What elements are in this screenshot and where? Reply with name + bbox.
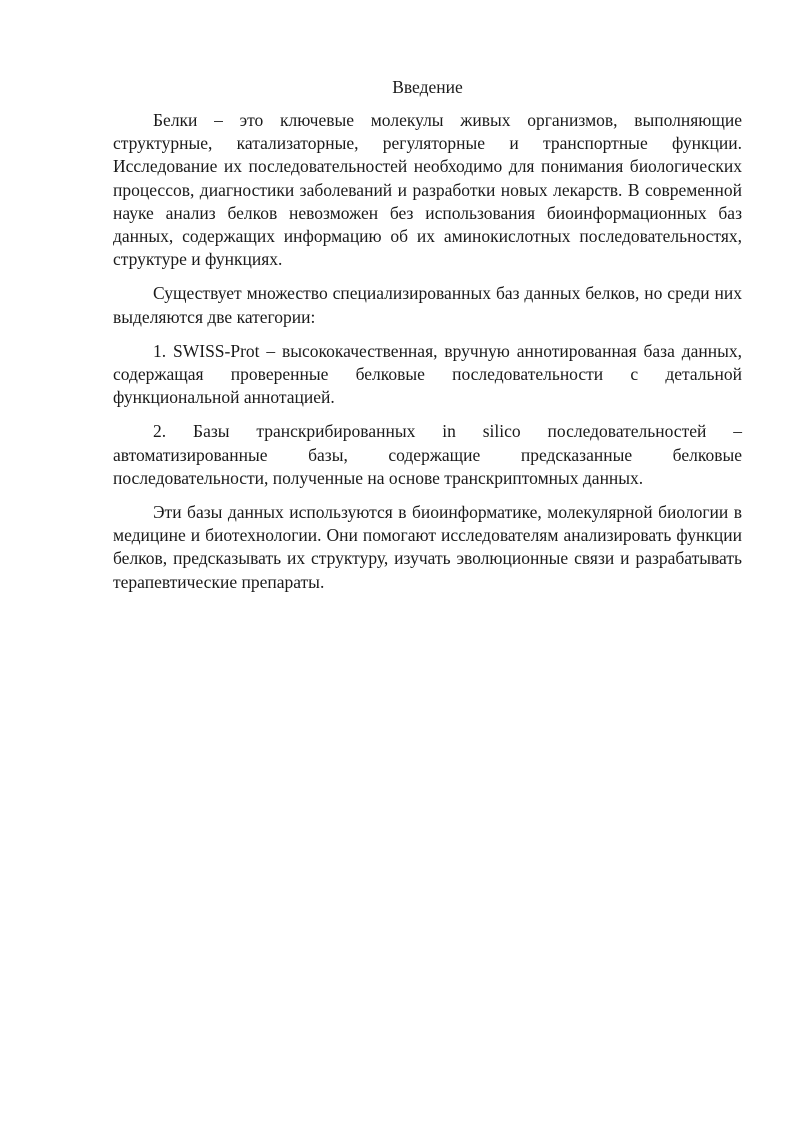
paragraph-intro: Белки – это ключевые молекулы живых организмов, выполняющие структурные, катализаторные, регуляторные и транспортные функции. Исследование их последовательностей необходимо для понимания биологических процессов, диагностики заболеваний и разработки новых лекарств. В современной науке анализ белков невозможен без использования биоинформационных баз данных, содержащих информацию об их аминокислотных последовательностях, структуре и функциях. bbox=[113, 110, 742, 270]
list-item-in-silico: 2. Базы транскрибированных in silico последовательностей – автоматизированные базы, содержащие предсказанные белковые последовательности, полученные на основе транскриптомных данных. bbox=[113, 421, 742, 488]
document-title: Введение bbox=[392, 77, 463, 97]
document-page bbox=[113, 76, 742, 605]
paragraph-categories: Существует множество специализированных баз данных белков, но среди них выделяются две категории: bbox=[113, 283, 742, 327]
paragraph-conclusion: Эти базы данных используются в биоинформатике, молекулярной биологии в медицине и биотехнологии. Они помогают исследователям анализировать функции белков, предсказывать их структуру, изучать эволюционные связи и разрабатывать терапевтические препараты. bbox=[113, 502, 742, 592]
list-item-swiss-prot: 1. SWISS-Prot – высококачественная, вручную аннотированная база данных, содержащая проверенные белковые последовательности с детальной функциональной аннотацией. bbox=[113, 340, 742, 408]
